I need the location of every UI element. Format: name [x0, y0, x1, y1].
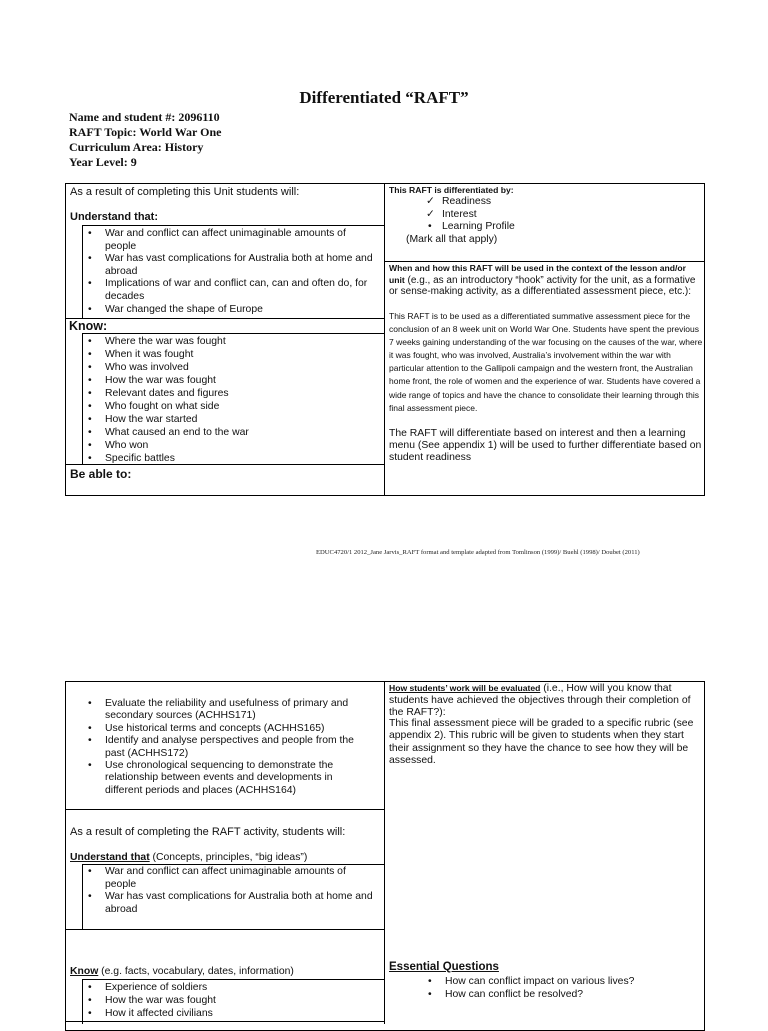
list-item: • Who fought on what side [84, 400, 376, 413]
table1-rule [82, 225, 384, 226]
when-how-paragraph: This RAFT is to be used as a differentiated summative assessment piece for the conclusion of an 8 week unit on World War One. Students have spent the previous 7 weeks gaining understanding of the war focusing on the causes of the war, where it was fought, who was involved, Australia’s involvement within the war with particular attention to the Gallipoli campaign and the western front, the Australian home front, the role of women and the experience of war. Students have covered a wide range of topics and have the chance to consolidate their learning through this final assessment piece. [389, 311, 703, 413]
table2-rule [82, 864, 83, 929]
list-item: • Experience of soldiers [84, 981, 376, 994]
mark-note: (Mark all that apply) [406, 234, 498, 245]
list-item: • Implications of war and conflict can, can and often do, for decades [84, 278, 376, 303]
list-item: • Use historical terms and concepts (ACHHS165) [84, 723, 370, 735]
list-item: • How the war started [84, 413, 376, 426]
item-learning-profile: • Learning Profile [424, 221, 624, 234]
list-item: • How it affected civilians [84, 1007, 376, 1020]
table2-rule [65, 809, 384, 810]
table1-rule [82, 333, 384, 334]
table1-rule [82, 333, 83, 464]
list-item: • War and conflict can affect unimaginable amounts of people [84, 228, 376, 253]
student-name-line: Name and student #: 2096110 [69, 110, 220, 124]
table2-rule [65, 1021, 384, 1022]
raft-intro: As a result of completing the RAFT activity, students will: [70, 826, 346, 838]
list-item: • How can conflict be resolved? [424, 989, 694, 1002]
understand-list [84, 228, 376, 316]
raft-understand-list [84, 866, 376, 916]
table1-rule [82, 225, 83, 318]
list-item: • Specific battles [84, 452, 376, 465]
evaluation-paragraph: This final assessment piece will be graded to a specific rubric (see appendix 2). This rubric will be given to students when they start their assignment so they have the chance to see how they will be assessed. [389, 718, 694, 767]
table2-rule [82, 979, 384, 980]
table1-rule [384, 261, 705, 262]
when-how-heading: When and how this RAFT will be used in the context of the lesson and/or unit (e.g., as an introductory “hook” activity for the unit, as a formative or sense-making activity, as a differentiated assessment piece, etc.): [389, 263, 696, 298]
raft-know-list [84, 981, 376, 1020]
page-footer: EDUC4720/1 2012_Jane Jarvis_RAFT format and template adapted from Tomlinson (1999)/ Buehl (1998)/ Doubet (2011) [316, 549, 640, 556]
raft-know-heading: Know (e.g. facts, vocabulary, dates, information) [70, 966, 294, 977]
list-item: • What caused an end to the war [84, 426, 376, 439]
know-heading: Know: [69, 319, 108, 333]
essential-questions-heading: Essential Questions [389, 961, 499, 973]
list-item: • Who was involved [84, 361, 376, 374]
list-item: • Evaluate the reliability and usefulness of primary and secondary sources (ACHHS171) [84, 698, 370, 723]
curriculum-area-line: Curriculum Area: History [69, 140, 204, 154]
table2-rule [82, 979, 83, 1024]
know-list [84, 335, 376, 465]
skills-list [84, 698, 370, 797]
list-item: • Who won [84, 439, 376, 452]
year-level-line: Year Level: 9 [69, 155, 137, 169]
list-item: • How the war was fought [84, 994, 376, 1007]
checked-item-readiness: ✓ Readiness [424, 196, 624, 209]
list-item: • When it was fought [84, 348, 376, 361]
table2-rule [65, 929, 384, 930]
be-able-to-heading: Be able to: [70, 467, 132, 481]
list-item: • Relevant dates and figures [84, 387, 376, 400]
table1-rule [65, 318, 384, 319]
list-item: • Where the war was fought [84, 335, 376, 348]
list-item: • War changed the shape of Europe [84, 304, 376, 317]
table2-divider [384, 681, 385, 1024]
when-how-paragraph-2: The RAFT will differentiate based on interest and then a learning menu (See appendix 1) will be used to further differentiate based on student readiness [389, 428, 702, 463]
raft-understand-heading: Understand that (Concepts, principles, “big ideas”) [70, 852, 308, 863]
list-item: • Use chronological sequencing to demonstrate the relationship between events and developments in different periods and places (ACHHS164) [84, 760, 370, 797]
list-item: • How can conflict impact on various lives? [424, 976, 694, 989]
list-item: • War and conflict can affect unimaginable amounts of people [84, 866, 376, 891]
differentiated-by-heading: This RAFT is differentiated by: [389, 185, 514, 195]
raft-topic-line: RAFT Topic: World War One [69, 125, 222, 139]
unit-intro: As a result of completing this Unit students will: [70, 186, 300, 198]
list-item: • How the war was fought [84, 374, 376, 387]
list-item: • Identify and analyse perspectives and people from the past (ACHHS172) [84, 735, 370, 760]
list-item: • War has vast complications for Australia both at home and abroad [84, 253, 376, 278]
differentiation-list [424, 196, 624, 234]
list-item: • War has vast complications for Australia both at home and abroad [84, 891, 376, 916]
checked-item-interest: ✓ Interest [424, 209, 624, 222]
page-title: Differentiated “RAFT” [299, 88, 469, 107]
understand-heading: Understand that: [70, 211, 158, 223]
table1-divider [384, 183, 385, 496]
evaluation-heading: How students’ work will be evaluated (i.e., How will you know that students have achieved the objectives through their completion of the RAFT?): [389, 683, 691, 719]
essential-questions-list [424, 976, 694, 1001]
